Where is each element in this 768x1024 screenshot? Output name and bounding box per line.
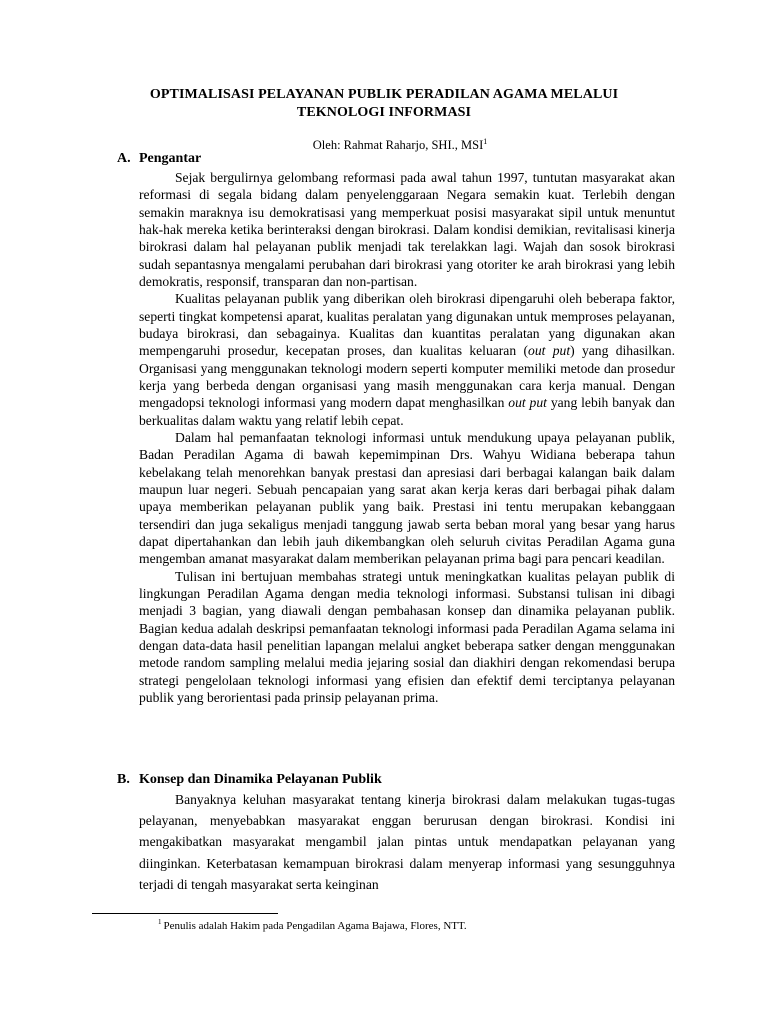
paragraph-2-text-1: Kualitas pelayanan publik yang diberikan oleh birokrasi dipengaruhi oleh beberapa faktor, seperti tingkat kompetensi aparat, kualitas peralatan yang digunakan untuk memproses pelayanan, budaya birokrasi, dan sebagainya. Kualitas dan kuantitas peralatan yang digunakan akan mempengaruhi prosedur, kecepatan proses, dan kualitas keluaran ( (139, 291, 675, 359)
author-name: Oleh: Rahmat Raharjo, SHI., MSI (312, 138, 484, 152)
section-a-heading (117, 150, 201, 167)
section-a-paragraph-4: Tulisan ini bertujuan membahas strategi untuk meningkatkan kualitas pelayan publik di lingkungan Peradilan Agama dengan media teknologi informasi. Substansi tulisan ini dibagi menjadi 3 bagian, yang diawali dengan pembahasan konsep dan dinamika pelayanan publik. Bagian kedua adalah deskripsi pemanfaatan teknologi informasi pada Peradilan Agama selama ini dengan data-data hasil penelitian lapangan melalui angket beberapa satker dengan menggunakan metode random sampling melalui media jejaring sosial dan diakhiri dengan rekomendasi berupa strategi pengelolaan teknologi informasi yang efisien dan efektif demi terciptanya pelayanan publik yang berorientasi pada prinsip pelayanan prima. (139, 568, 675, 705)
section-a-number: A. (117, 151, 131, 166)
section-a-paragraph-2 (139, 290, 675, 429)
paragraph-2-text-3: yang lebih banyak dan berkualitas dalam waktu yang relatif lebih cepat. (139, 395, 675, 428)
section-a-body (139, 169, 675, 706)
footnote (158, 919, 467, 933)
footnote-mark: 1 (158, 918, 162, 927)
section-b-number: B. (117, 772, 130, 787)
section-a-title: Pengantar (139, 151, 202, 166)
footnote-text: Penulis adalah Hakim pada Pengadilan Agama Bajawa, Flores, NTT. (163, 920, 467, 932)
paragraph-2-text-2: ) yang dihasilkan. Organisasi yang menggunakan teknologi modern seperti komputer memiliki metode dan prosedur kerja yang berbeda dengan organisasi yang masih menggunakan cara kerja manual. Dengan mengadopsi teknologi informasi yang modern dapat menghasilkan (139, 343, 675, 411)
author-footnote-mark: 1 (483, 136, 488, 146)
footnote-separator (92, 913, 278, 914)
section-b-title: Konsep dan Dinamika Pelayanan Publik (139, 772, 382, 787)
section-b-paragraph-1: Banyaknya keluhan masyarakat tentang kinerja birokrasi dalam melakukan tugas-tugas pelayanan, menyebabkan masyarakat enggan berurusan dengan birokrasi. Kondisi ini mengakibatkan masyarakat mengambil jalan pintas untuk mendapatkan pelayanan yang diinginkan. Keterbatasan kemampuan birokrasi dalam menyerap informasi yang sesungguhnya terjadi di tengah masyarakat serta keinginan (139, 792, 675, 892)
title-line-2: TEKNOLOGI INFORMASI (296, 105, 472, 120)
section-b-body (139, 789, 675, 895)
title-line-1: OPTIMALISASI PELAYANAN PUBLIK PERADILAN AGAMA MELALUI (149, 87, 619, 102)
document-title (100, 86, 668, 122)
section-b-heading (117, 771, 382, 788)
italic-term-2: out put (508, 395, 547, 411)
section-a-paragraph-3: Dalam hal pemanfaatan teknologi informasi untuk mendukung upaya pelayanan publik, Badan Peradilan Agama di bawah kepemimpinan Drs. Wahyu Widiana beberapa tahun kebelakang telah menorehkan banyak prestasi dan apresiasi dari berbagai kalangan baik dalam maupun luar negeri. Sebuah pencapaian yang sarat akan kerja keras dari berbagai pihak dalam upaya memberikan pelayanan publik yang baik. Prestasi ini tentu merupakan kebanggaan tersendiri dan juga sekaligus menjadi tanggung jawab serta beban moral yang besar yang harus dapat dipertahankan dan lebih jauh dikembangkan oleh seluruh civitas Peradilan Agama guna mengemban amanat masyarakat dalam memberikan pelayanan prima bagi para pencari keadilan. (139, 429, 675, 567)
section-a-paragraph-1: Sejak bergulirnya gelombang reformasi pada awal tahun 1997, tuntutan masyarakat akan reformasi di segala bidang dalam penyelenggaraan Negara semakin kuat. Terlebih dengan semakin maraknya isu demokratisasi yang memperkuat posisi masyarakat sipil untuk menuntut hak-hak mereka ketika berinteraksi dengan birokrasi. Dalam kondisi demikian, revitalisasi kinerja birokrasi dalam hal pelayanan publik menjadi tak terelakkan lagi. Wajah dan sosok birokrasi sudah sepantasnya mengalami perubahan dari birokrasi yang otoriter ke arah birokrasi yang lebih demokratis, responsif, transparan dan non-partisan. (139, 170, 675, 289)
italic-term-1: out put (528, 343, 571, 359)
